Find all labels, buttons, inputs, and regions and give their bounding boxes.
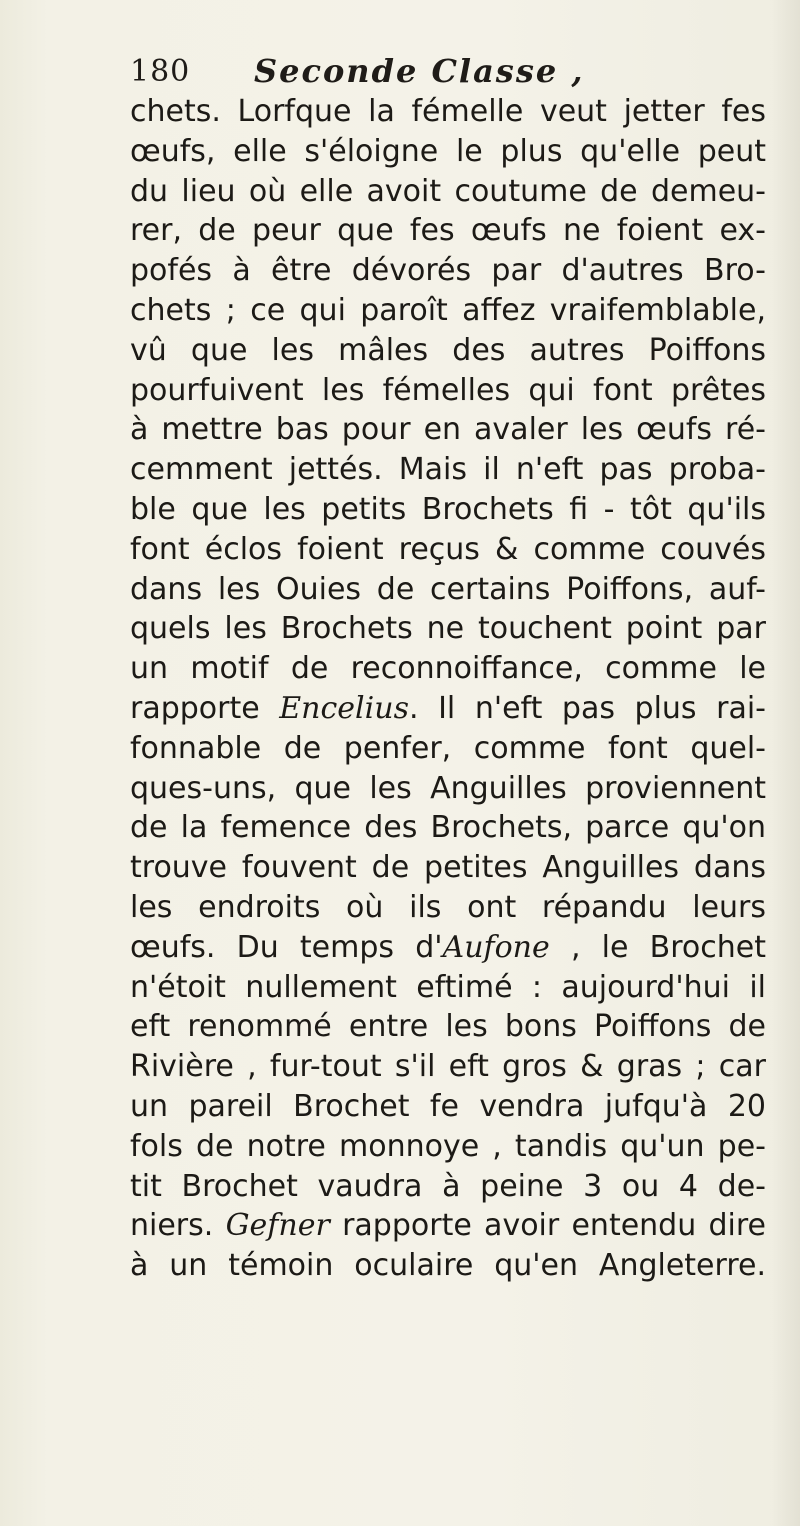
- text-line: [130, 1087, 766, 1127]
- text-line: [130, 1206, 766, 1246]
- text-line: [130, 251, 766, 291]
- text-line: [130, 729, 766, 769]
- text-line: [130, 530, 766, 570]
- text-line: [130, 490, 766, 530]
- text-segment: chets ; ce qui paroît affez vraifemblable,: [130, 292, 766, 328]
- text-line: [130, 331, 766, 371]
- page-edge-shadow: [772, 0, 800, 1526]
- text-segment: tit Brochet vaudra à peine 3 ou 4 de-: [130, 1168, 766, 1204]
- text-segment: pofés à être dévorés par d'autres Bro-: [130, 253, 766, 289]
- text-segment: n'étoit nullement eftimé : aujourd'hui il: [130, 969, 766, 1005]
- running-title: Seconde Classe ,: [254, 52, 585, 90]
- text-segment: niers.: [130, 1208, 226, 1244]
- text-segment: à un témoin oculaire qu'en Angleterre.: [130, 1248, 766, 1284]
- text-segment: rapporte: [130, 690, 280, 726]
- text-line: [130, 769, 766, 809]
- text-line: [130, 1167, 766, 1207]
- text-segment: . Il n'eft pas plus rai-: [408, 690, 766, 726]
- text-line: [130, 211, 766, 251]
- text-line: [130, 291, 766, 331]
- text-segment: cemment jettés. Mais il n'eft pas proba-: [130, 452, 766, 488]
- text-segment: rer, de peur que fes œufs ne foient ex-: [130, 213, 766, 249]
- body-text: [130, 92, 766, 1286]
- text-segment: un motif de reconnoiffance, comme le: [130, 651, 766, 687]
- text-segment: Rivière , fur-tout s'il eft gros & gras ; car: [130, 1049, 766, 1085]
- text-segment: pourfuivent les fémelles qui font prêtes: [130, 372, 766, 408]
- text-segment: eft renommé entre les bons Poiffons de: [130, 1009, 766, 1045]
- text-line: [130, 450, 766, 490]
- text-segment: vû que les mâles des autres Poiffons: [130, 332, 766, 368]
- text-segment: quels les Brochets ne touchent point par: [130, 611, 766, 647]
- text-line: [130, 609, 766, 649]
- author-name-italic: Aufone: [442, 929, 550, 965]
- text-segment: , le Brochet: [549, 929, 767, 965]
- text-line: [130, 132, 766, 172]
- text-segment: rapporte avoir entendu dire: [329, 1208, 767, 1244]
- text-segment: font éclos foient reçus & comme couvés: [130, 531, 766, 567]
- author-name-italic: Encelius: [279, 690, 409, 726]
- text-segment: dans les Ouies de certains Poiffons, auf-: [130, 571, 766, 607]
- text-line: [130, 570, 766, 610]
- page-number: 180: [130, 54, 191, 89]
- text-segment: de la femence des Brochets, parce qu'on: [130, 810, 766, 846]
- text-line: [130, 1127, 766, 1167]
- text-line: [130, 888, 766, 928]
- text-line: [130, 92, 766, 132]
- text-segment: fols de notre monnoye , tandis qu'un pe-: [130, 1128, 766, 1164]
- text-line: [130, 1007, 766, 1047]
- text-segment: trouve fouvent de petites Anguilles dans: [130, 850, 766, 886]
- text-line: [130, 1246, 766, 1286]
- text-segment: œufs. Du temps d': [130, 929, 443, 965]
- text-line: [130, 371, 766, 411]
- text-segment: à mettre bas pour en avaler les œufs ré-: [130, 412, 766, 448]
- text-line: [130, 172, 766, 212]
- text-segment: ble que les petits Brochets fi - tôt qu'ils: [130, 491, 766, 527]
- text-segment: un pareil Brochet fe vendra jufqu'à 20: [130, 1088, 766, 1124]
- page-header: [130, 50, 690, 98]
- text-line: [130, 968, 766, 1008]
- text-line: [130, 808, 766, 848]
- text-segment: du lieu où elle avoit coutume de demeu-: [130, 173, 766, 209]
- text-line: [130, 848, 766, 888]
- text-line: [130, 928, 766, 968]
- author-name-italic: Gefner: [225, 1208, 330, 1244]
- text-line: [130, 1047, 766, 1087]
- text-line: [130, 649, 766, 689]
- text-segment: œufs, elle s'éloigne le plus qu'elle peut: [130, 133, 766, 169]
- text-line: [130, 689, 766, 729]
- text-line: [130, 410, 766, 450]
- text-segment: ques-uns, que les Anguilles proviennent: [130, 770, 766, 806]
- text-segment: fonnable de penfer, comme font quel-: [130, 730, 766, 766]
- text-segment: les endroits où ils ont répandu leurs: [130, 889, 766, 925]
- text-segment: chets. Lorfque la fémelle veut jetter fes: [130, 94, 766, 129]
